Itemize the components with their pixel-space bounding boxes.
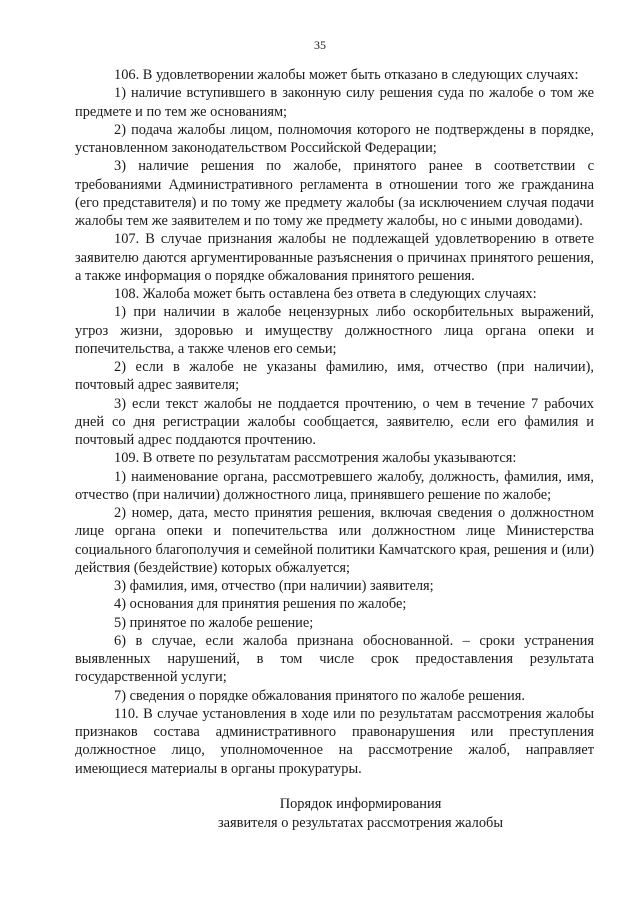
paragraph-108-item-1: 1) при наличии в жалобе нецензурных либо оскорбительных выражений, угроз жизни, здоровью и имуществу должностного лица органа опеки и попечительства, а также членов его семьи; xyxy=(75,304,594,357)
page-number: 35 xyxy=(314,38,326,52)
paragraph-108: 108. Жалоба может быть оставлена без ответа в следующих случаях: xyxy=(114,286,537,302)
paragraph-109-item-5: 5) принятое по жалобе решение; xyxy=(114,614,314,631)
section-heading-line-1: Порядок информирования xyxy=(279,796,442,812)
paragraph-110: 110. В случае установления в ходе или по результатам рассмотрения жалобы признаков состава административного правонарушения или преступления должностное лицо, уполномоченное на рассмотрение жалоб, направляет имеющиеся материалы в органы прокуратуры. xyxy=(75,705,594,777)
paragraph-109-item-7: 7) сведения о порядке обжалования принятого по жалобе решения. xyxy=(114,687,525,704)
section-heading-line-2: заявителя о результатах рассмотрения жалобы xyxy=(217,815,504,831)
paragraph-108-item-3: 3) если текст жалобы не поддается прочтению, о чем в течение 7 рабочих дней со дня регистрации жалобы сообщается, заявителю, если его фамилия и почтовый адрес поддаются прочтению. xyxy=(75,395,594,448)
paragraph-109-item-2: 2) номер, дата, место принятия решения, включая сведения о должностном лице органа опеки и попечительства или должностном лице Министерства социального благополучия и семейной политики Камчатского края, решения и (или) действия (бездействие) которых обжалуется; xyxy=(75,505,594,576)
paragraph-107: 107. В случае признания жалобы не подлежащей удовлетворению в ответе заявителю даются аргументированные разъяснения о причинах принятого решения, а также информация о порядке обжалования принятого решения. xyxy=(75,231,594,284)
paragraph-106: 106. В удовлетворении жалобы может быть отказано в следующих случаях: xyxy=(114,67,579,83)
paragraph-109-item-6: 6) в случае, если жалоба признана обоснованной. – сроки устранения выявленных нарушений, в том числе срок предоставления результата государственной услуги; xyxy=(75,632,594,686)
paragraph-106-item-1: 1) наличие вступившего в законную силу решения суда по жалобе о том же предмете и по тем же основаниям; xyxy=(75,85,594,120)
paragraph-109-item-1: 1) наименование органа, рассмотревшего жалобу, должность, фамилия, имя, отчество (при наличии) должностного лица, принявшего решение по жалобе; xyxy=(75,468,594,503)
paragraph-109-item-3: 3) фамилия, имя, отчество (при наличии) заявителя; xyxy=(114,578,434,594)
document-body xyxy=(75,66,594,778)
section-heading xyxy=(75,795,594,833)
paragraph-109-item-4: 4) основания для принятия решения по жалобе; xyxy=(114,596,407,613)
paragraph-106-item-3: 3) наличие решения по жалобе, принятого ранее в соответствии с требованиями Административного регламента в отношении того же гражданина (его представителя) и по тому же предмету жалобы (за исключением случая подачи жалобы тем же заявителем и по тому же предмету жалобы, но с иными доводами). xyxy=(75,158,594,229)
paragraph-106-item-2: 2) подача жалобы лицом, полномочия которого не подтверждены в порядке, установленном законодательством Российской Федерации; xyxy=(75,121,594,156)
paragraph-109: 109. В ответе по результатам рассмотрения жалобы указываются: xyxy=(114,450,517,467)
paragraph-108-item-2: 2) если в жалобе не указаны фамилию, имя, отчество (при наличии), почтовый адрес заявителя; xyxy=(75,359,594,394)
